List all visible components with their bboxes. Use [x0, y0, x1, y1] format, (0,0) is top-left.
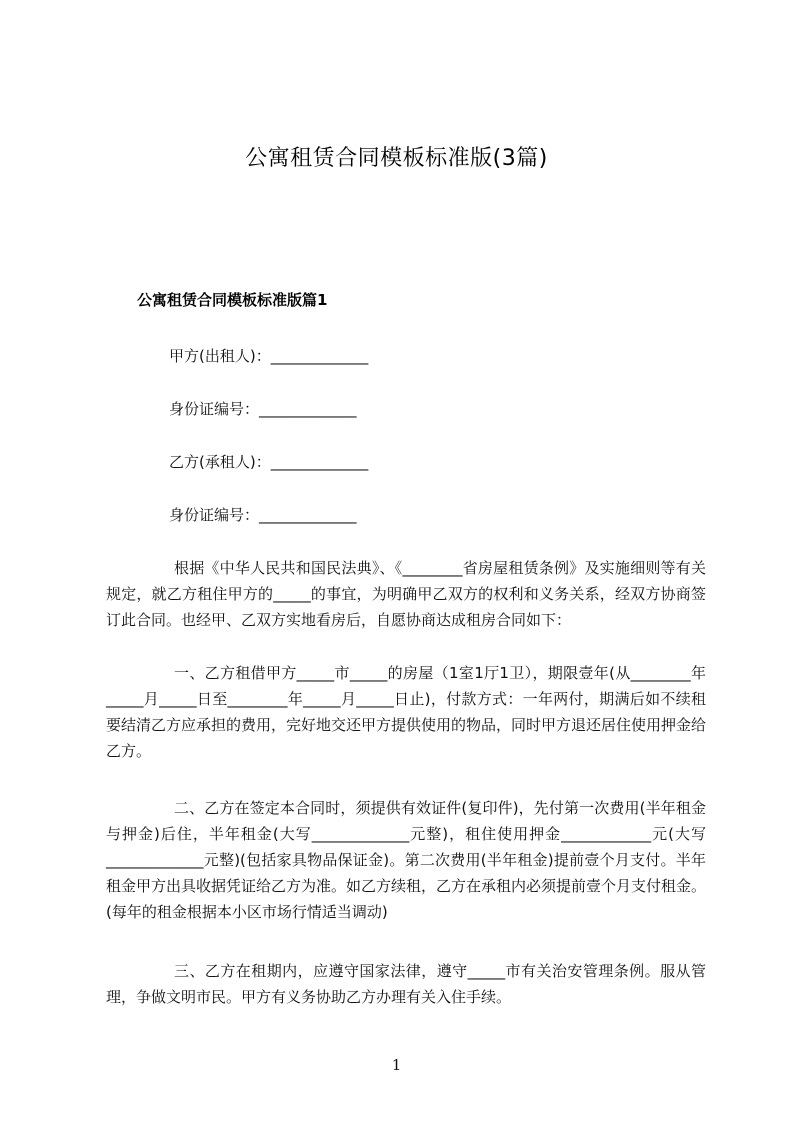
landlord-id-field: 身份证编号：_____________	[169, 400, 357, 418]
landlord-name-field: 甲方(出租人)：_____________	[169, 347, 369, 365]
page-number: 1	[391, 1056, 402, 1074]
preamble-paragraph: 根据《中华人民共和国民法典》、《________省房屋租赁条例》及实施细则等有关规定，就乙方租住甲方的_____的事宜，为明确甲乙双方的权利和义务关系，经双方协商签订此合同。也经甲、乙双方实地看房后，自愿协商达成租房合同如下：	[106, 559, 706, 629]
tenant-id-field: 身份证编号：_____________	[169, 506, 357, 524]
section-heading: 公寓租赁合同模板标准版篇1	[137, 291, 328, 309]
document-title: 公寓租赁合同模板标准版(3篇)	[245, 146, 548, 171]
clause-3-paragraph: 三、乙方在租期内，应遵守国家法律，遵守_____市有关治安管理条例。服从管理，争做文明市民。甲方有义务协助乙方办理有关入住手续。	[106, 962, 706, 1006]
tenant-name-field: 乙方(承租人)：_____________	[169, 453, 369, 471]
clause-2-paragraph: 二、乙方在签定本合同时，须提供有效证件(复印件)，先付第一次费用(半年租金与押金)后住，半年租金(大写_____________元整)，租住使用押金____________元(大写_____________元整)(包括家具物品保证金)。第二次费用(半年租金)提前壹个月支付。半年租金甲方出具收据凭证给乙方为准。如乙方续租，乙方在承租内必须提前壹个月支付租金。(每年的租金根据本小区市场行情适当调动)	[106, 799, 707, 921]
clause-1-paragraph: 一、乙方租借甲方_____市_____的房屋（1室1厅1卫），期限壹年(从________年_____月_____日至________年_____月_____日止)，付款方式：一年两付，期满后如不续租要结清乙方应承担的费用，完好地交还甲方提供使用的物品，同时甲方退还居住使用押金给乙方。	[106, 664, 707, 760]
